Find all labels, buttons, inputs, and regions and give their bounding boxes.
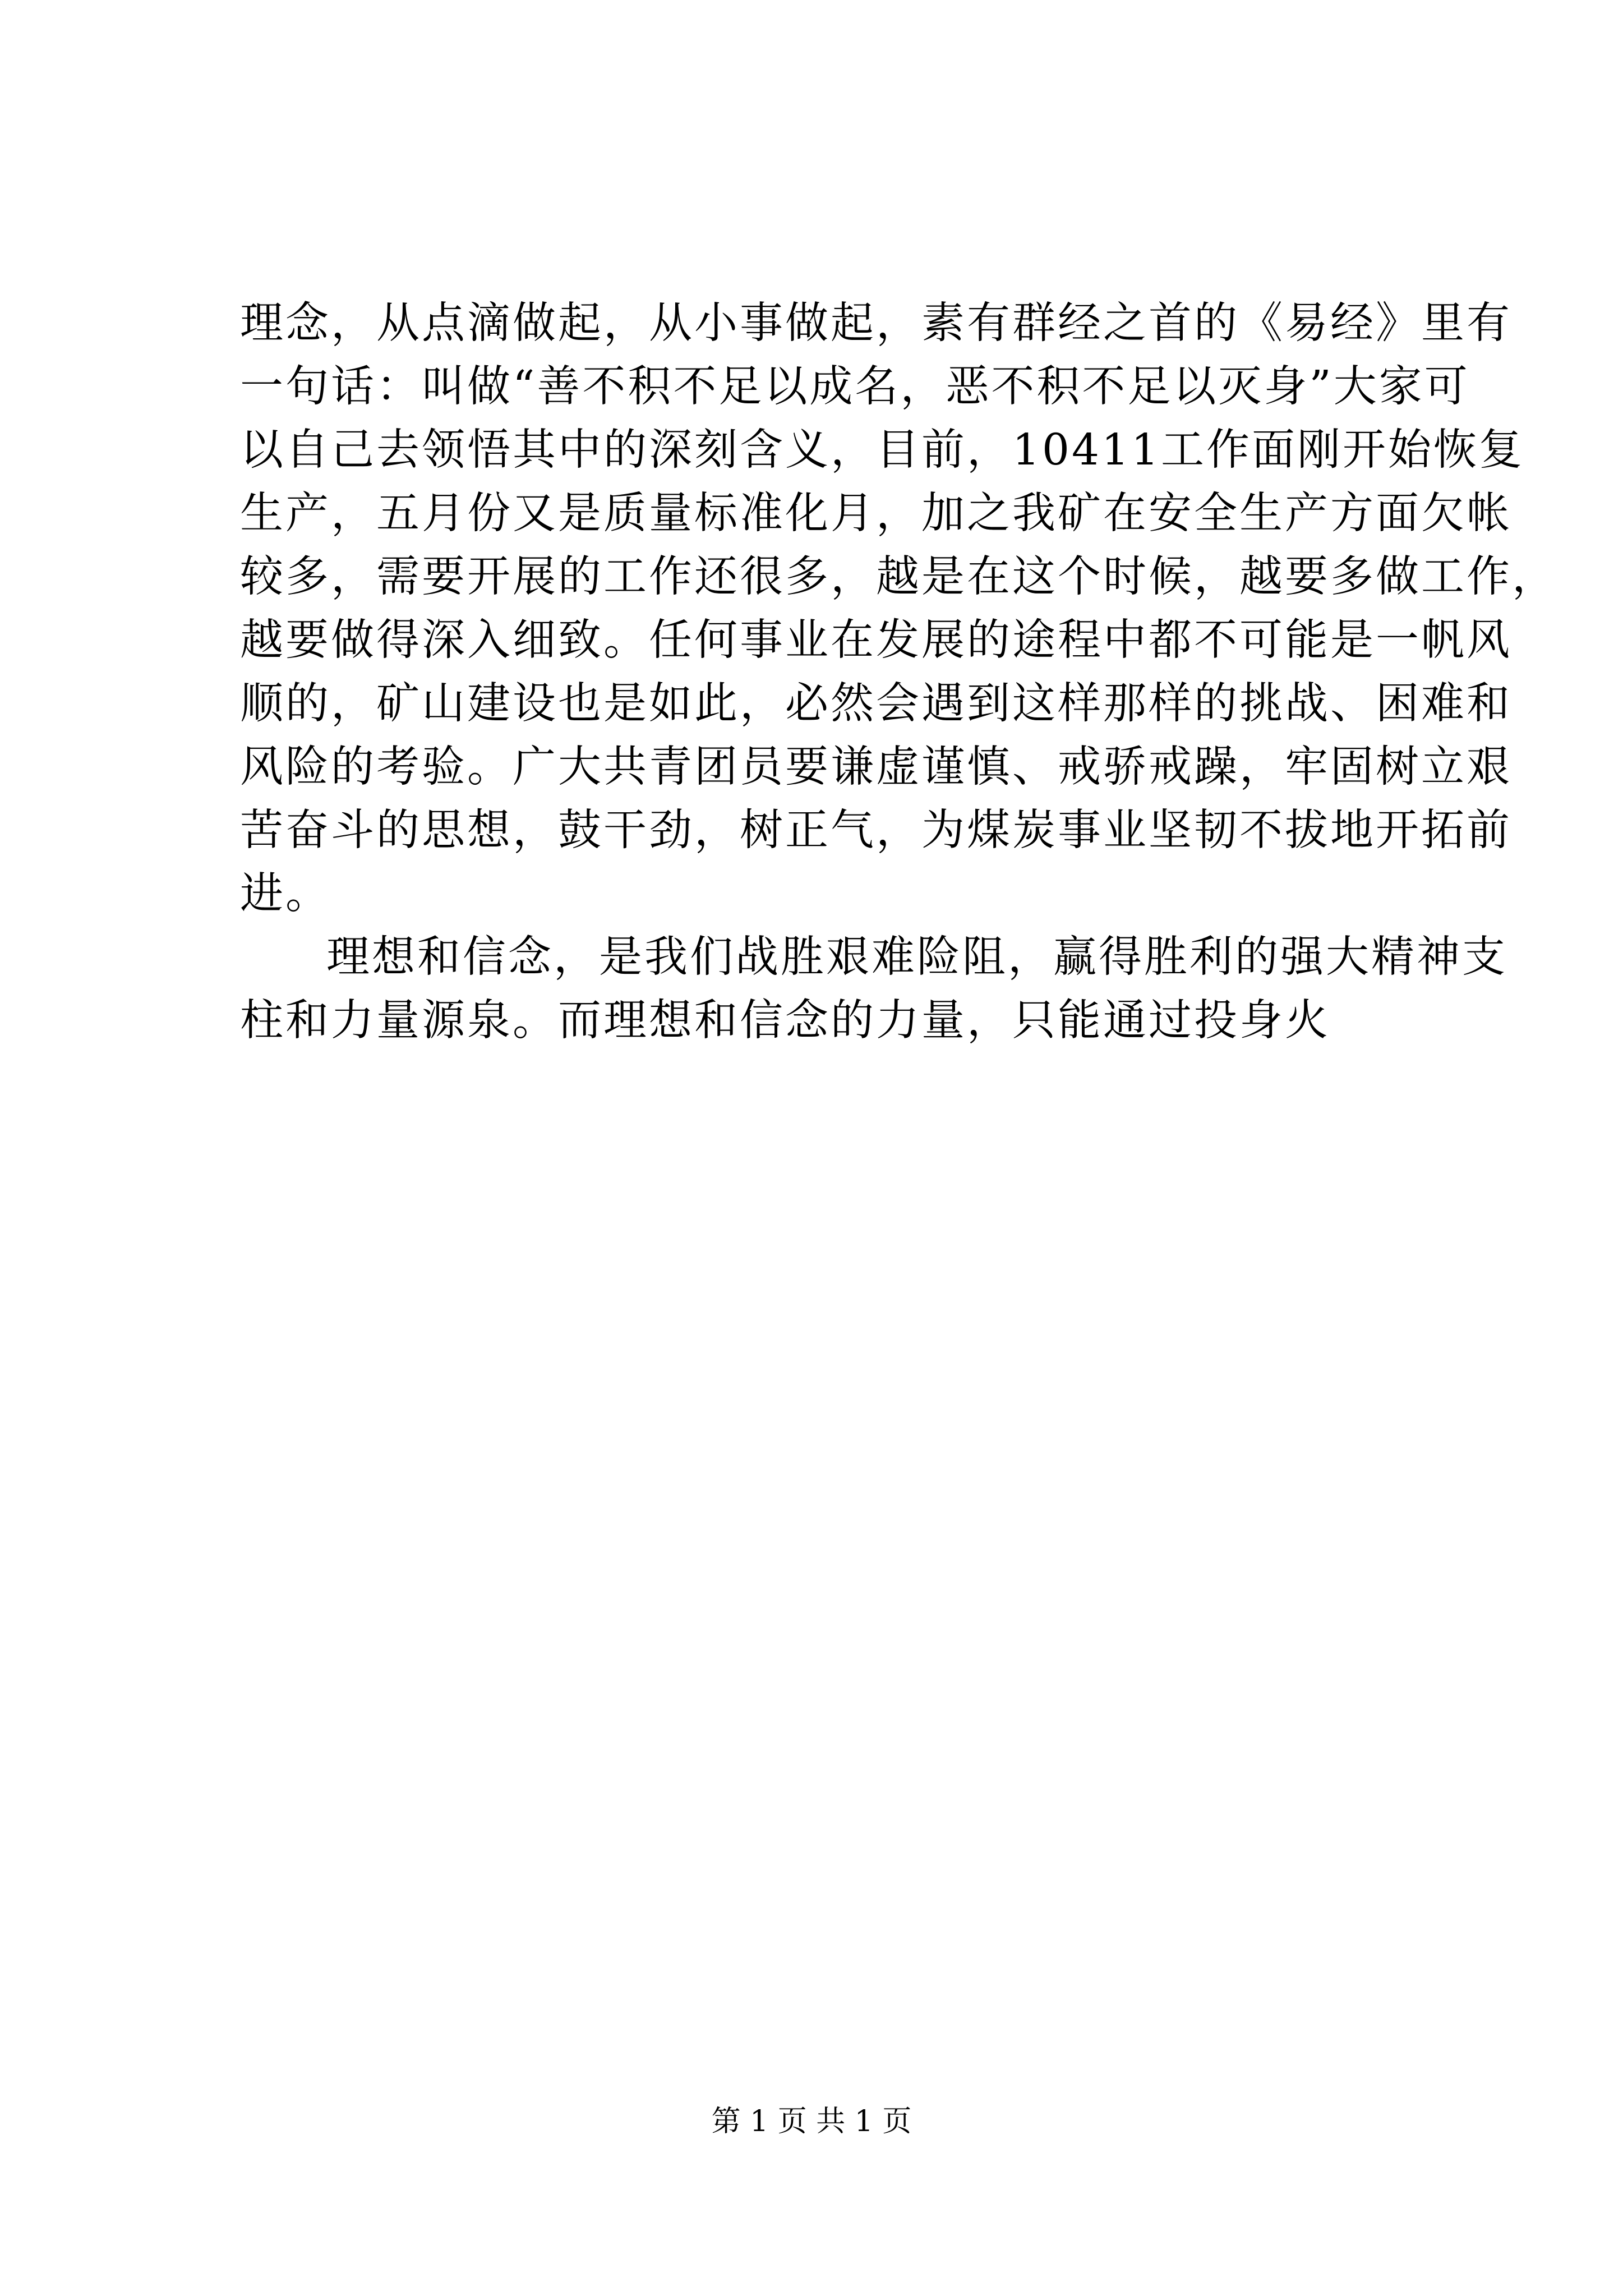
- text-line: 较多，需要开展的工作还很多，越是在这个时候，越要多做工作，: [240, 552, 1557, 602]
- text-line: 一句话：叫做“善不积不足以成名，恶不积不足以灭身”大家可: [240, 362, 1470, 412]
- page-number-footer: 第 1 页 共 1 页: [711, 2105, 912, 2138]
- text-line: 理念，从点滴做起，从小事做起，素有群经之首的《易经》里有: [240, 298, 1512, 348]
- document-body: [240, 292, 1557, 1052]
- text-line: 进。: [240, 869, 331, 919]
- text-line: 顺的，矿山建设也是如此，必然会遇到这样那样的挑战、困难和: [240, 679, 1512, 729]
- text-line: 苦奋斗的思想，鼓干劲，树正气，为煤炭事业坚韧不拔地开拓前: [240, 806, 1512, 855]
- text-line: 生产，五月份又是质量标准化月，加之我矿在安全生产方面欠帐: [240, 489, 1512, 539]
- text-line: 风险的考验。广大共青团员要谦虚谨慎、戒骄戒躁，牢固树立艰: [240, 742, 1512, 792]
- text-line: 越要做得深入细致。任何事业在发展的途程中都不可能是一帆风: [240, 615, 1512, 665]
- text-line: 以自己去领悟其中的深刻含义，目前，10411工作面刚开始恢复: [240, 425, 1524, 475]
- text-line: 柱和力量源泉。而理想和信念的力量，只能通过投身火: [240, 996, 1330, 1046]
- paragraph-first-line: 理想和信念，是我们战胜艰难险阻，赢得胜利的强大精神支: [326, 932, 1507, 982]
